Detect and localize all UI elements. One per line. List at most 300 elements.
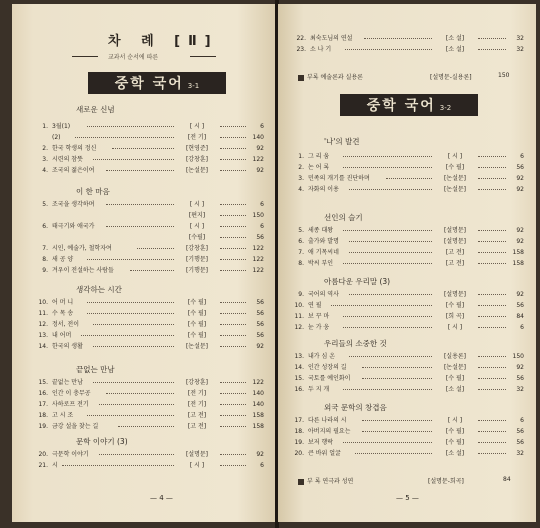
toc-row — [284, 427, 524, 436]
leader-dots — [349, 189, 432, 190]
toc-row-page: 122 — [252, 245, 264, 252]
toc-row-title: 끝없는 만남 — [52, 379, 83, 386]
toc-row-genre: [ 시 ] — [189, 123, 205, 130]
toc-row — [28, 378, 264, 387]
toc-row-title: 수 목 송 — [52, 310, 74, 317]
toc-row-page: 56 — [516, 375, 524, 382]
toc-section-heading: 이 한 마음 — [76, 187, 110, 196]
leader-dots — [220, 335, 246, 336]
leader-dots — [478, 263, 506, 264]
toc-row-genre: [소 설] — [445, 46, 465, 53]
appendix-entry — [298, 72, 363, 81]
toc-row-page: 158 — [252, 423, 264, 430]
toc-row — [284, 416, 524, 425]
toc-row — [284, 237, 524, 246]
toc-row-genre: [논설문] — [443, 186, 467, 193]
toc-row-genre: [전 기] — [187, 390, 207, 397]
toc-row-page: 32 — [516, 386, 524, 393]
banner-title: 중학 국어 — [114, 76, 184, 92]
toc-row-genre: [ 시 ] — [447, 417, 463, 424]
page-number: — 4 — — [150, 494, 173, 502]
leader-dots — [220, 126, 246, 127]
toc-row — [28, 200, 264, 209]
leader-dots — [362, 420, 432, 421]
toc-row-title: 인간 이 충무공 — [52, 390, 91, 397]
toc-row-genre: [수 필] — [187, 321, 207, 328]
toc-row-number: 19. — [38, 423, 48, 430]
toc-section-heading: 끝없는 만남 — [76, 365, 115, 374]
leader-dots — [220, 404, 246, 405]
toc-row-title: 민족의 개기를 진단하며 — [308, 175, 370, 182]
leader-dots — [478, 38, 506, 39]
toc-row-page: 6 — [260, 462, 264, 469]
leader-dots — [478, 327, 506, 328]
toc-row-genre: [ 시 ] — [189, 223, 205, 230]
leader-dots — [87, 302, 174, 303]
leader-dots — [478, 356, 506, 357]
toc-row — [284, 363, 524, 372]
leader-dots — [220, 170, 246, 171]
appendix-entry — [298, 476, 353, 485]
toc-row-number: 15. — [38, 379, 48, 386]
toc-row-page: 6 — [520, 153, 524, 160]
toc-row-number: 12. — [38, 321, 48, 328]
toc-row — [28, 450, 264, 459]
toc-row-title: 내 어머 — [52, 332, 72, 339]
toc-row — [284, 323, 524, 332]
banner-grade: 3-2 — [439, 104, 452, 112]
toc-row — [28, 155, 264, 164]
leader-dots — [386, 178, 432, 179]
toc-row-number: 10. — [294, 302, 304, 309]
toc-row — [286, 45, 524, 54]
leader-dots — [478, 389, 506, 390]
divider — [190, 56, 216, 57]
toc-row-page: 92 — [256, 343, 264, 350]
leader-dots — [478, 189, 506, 190]
toc-row — [28, 400, 264, 409]
toc-row-number: 21. — [38, 462, 48, 469]
divider — [72, 56, 98, 57]
toc-section-heading: 생각하는 시간 — [76, 285, 122, 294]
appendix-page: 84 — [503, 476, 511, 483]
leader-dots — [478, 431, 506, 432]
toc-section-heading: 문학 이야기 (3) — [76, 437, 128, 446]
toc-row — [284, 226, 524, 235]
toc-section-heading: 새로운 신념 — [76, 105, 115, 114]
toc-row — [284, 374, 524, 383]
toc-row — [28, 266, 264, 275]
leader-dots — [343, 230, 432, 231]
toc-row-page: 92 — [256, 167, 264, 174]
toc-row-genre: [소 설] — [445, 386, 465, 393]
toc-section-heading: 우리들의 소중한 것 — [324, 339, 387, 348]
leader-dots — [478, 442, 506, 443]
appendix-title: 부 록 연극과 성연 — [307, 478, 354, 485]
toc-row-number: 14. — [294, 364, 304, 371]
toc-section-heading: 외국 문학의 창겹음 — [324, 403, 387, 412]
toc-row-genre: [실용론] — [443, 353, 467, 360]
toc-row-page: 122 — [252, 256, 264, 263]
leader-dots — [106, 170, 174, 171]
toc-row-page: 158 — [512, 260, 524, 267]
leader-dots — [478, 294, 506, 295]
leader-dots — [220, 324, 246, 325]
toc-row-page: 6 — [520, 324, 524, 331]
toc-row — [28, 411, 264, 420]
leader-dots — [331, 305, 432, 306]
course-banner — [88, 72, 226, 94]
toc-row — [284, 312, 524, 321]
toc-row-page: 122 — [252, 267, 264, 274]
toc-row-genre: [수 필] — [445, 375, 465, 382]
toc-row-genre: [기행문] — [185, 256, 209, 263]
toc-row-page: 122 — [252, 156, 264, 163]
leader-dots — [93, 346, 174, 347]
toc-row-title: 내가 심 온 — [308, 353, 335, 360]
toc-row-number: 1. — [42, 123, 48, 130]
toc-row-number: 13. — [294, 353, 304, 360]
toc-row-number: 3. — [298, 175, 304, 182]
leader-dots — [343, 442, 432, 443]
toc-row — [284, 290, 524, 299]
toc-row-number: 7. — [298, 249, 304, 256]
toc-row-number: 18. — [294, 428, 304, 435]
toc-row-number: 5. — [298, 227, 304, 234]
toc-row-number: 17. — [38, 401, 48, 408]
toc-row-title: 조국을 생각하며 — [52, 201, 95, 208]
toc-row-title: 그 리 움 — [308, 153, 330, 160]
toc-row-page: 92 — [516, 238, 524, 245]
toc-row-page: 92 — [516, 291, 524, 298]
leader-dots — [220, 226, 246, 227]
toc-row-title: 고 시 조 — [52, 412, 74, 419]
toc-row — [284, 449, 524, 458]
leader-dots — [93, 382, 174, 383]
toc-row-title: 세종 대왕 — [308, 227, 334, 234]
toc-row — [28, 331, 264, 340]
banner-title: 중학 국어 — [366, 98, 436, 114]
right-page — [278, 4, 536, 522]
leader-dots — [93, 159, 174, 160]
toc-row-page: 92 — [516, 175, 524, 182]
toc-row-page: 122 — [252, 379, 264, 386]
toc-row-page: 84 — [516, 313, 524, 320]
leader-dots — [220, 393, 246, 394]
leader-dots — [62, 465, 174, 466]
toc-row-genre: [고 전] — [187, 423, 207, 430]
toc-row-title: 사하로프 전기 — [52, 401, 89, 408]
toc-row-page: 140 — [252, 401, 264, 408]
toc-row-number: 14. — [38, 343, 48, 350]
leader-dots — [362, 378, 432, 379]
toc-row-genre: [수 필] — [445, 164, 465, 171]
toc-row-title: 애 기목씨네 — [308, 249, 339, 256]
toc-row-genre: [논설문] — [185, 343, 209, 350]
toc-row-page: 32 — [516, 450, 524, 457]
toc-row — [28, 342, 264, 351]
toc-row-page: 6 — [260, 201, 264, 208]
toc-row-number: 8. — [298, 260, 304, 267]
toc-row-title: 국어의 역사 — [308, 291, 339, 298]
toc-row-title: (2) — [52, 134, 61, 141]
toc-row-page: 140 — [252, 134, 264, 141]
leader-dots — [220, 454, 246, 455]
toc-row-genre: [논설문] — [443, 364, 467, 371]
banner-grade: 3-1 — [187, 82, 200, 90]
toc-row-number: 16. — [38, 390, 48, 397]
toc-row — [284, 301, 524, 310]
toc-row-genre: [ 시 ] — [189, 201, 205, 208]
toc-row — [28, 233, 264, 242]
leader-dots — [364, 38, 432, 39]
toc-row — [28, 422, 264, 431]
toc-row — [28, 298, 264, 307]
toc-row-number: 10. — [38, 299, 48, 306]
toc-row-number: 18. — [38, 412, 48, 419]
toc-row-genre: [ 시 ] — [447, 324, 463, 331]
toc-row-page: 92 — [516, 227, 524, 234]
toc-row-title: 극문학 이야기 — [52, 451, 89, 458]
toc-row-number: 8. — [42, 256, 48, 263]
toc-row-title: 3월(1) — [52, 123, 71, 130]
toc-row-number: 5. — [42, 201, 48, 208]
toc-row-page: 92 — [516, 186, 524, 193]
appendix-title: 부록 예술론과 실용론 — [307, 74, 363, 81]
toc-row — [28, 309, 264, 318]
toc-row — [28, 133, 264, 142]
leader-dots — [349, 356, 432, 357]
leader-dots — [343, 167, 432, 168]
toc-row — [28, 461, 264, 470]
toc-row — [286, 34, 524, 43]
toc-row-page: 6 — [520, 417, 524, 424]
toc-row-number: 2. — [298, 164, 304, 171]
toc-row-number: 11. — [294, 313, 304, 320]
toc-row-genre: [설명문] — [443, 227, 467, 234]
toc-row-genre: [기행문] — [185, 267, 209, 274]
leader-dots — [220, 426, 246, 427]
leader-dots — [106, 393, 174, 394]
toc-row — [28, 255, 264, 264]
toc-row-page: 150 — [252, 212, 264, 219]
course-banner — [340, 94, 478, 116]
toc-section-heading: 아름다운 우리말 (3) — [324, 277, 391, 286]
leader-dots — [343, 316, 432, 317]
toc-row-page: 6 — [260, 223, 264, 230]
bullet-square-icon — [298, 75, 304, 81]
toc-row-page: 56 — [516, 428, 524, 435]
leader-dots — [478, 230, 506, 231]
toc-row-genre: [전 기] — [187, 401, 207, 408]
toc-row-genre: [수 필] — [187, 332, 207, 339]
toc-row-genre: [논설문] — [185, 167, 209, 174]
toc-row-number: 17. — [294, 417, 304, 424]
toc-row — [28, 389, 264, 398]
toc-row-genre: [수 필] — [445, 428, 465, 435]
toc-row-number: 13. — [38, 332, 48, 339]
toc-row-title: 국토를 예인화이 — [308, 375, 351, 382]
leader-dots — [345, 49, 432, 50]
toc-row-genre: [고 전] — [445, 249, 465, 256]
leader-dots — [81, 335, 174, 336]
toc-row-genre: [소 설] — [445, 450, 465, 457]
leader-dots — [220, 159, 246, 160]
toc-row-page: 158 — [252, 412, 264, 419]
toc-row-number: 20. — [294, 450, 304, 457]
toc-row-genre: [수 필] — [445, 302, 465, 309]
toc-row-genre: [고 전] — [445, 260, 465, 267]
toc-row-number: 4. — [298, 186, 304, 193]
toc-row-number: 11. — [38, 310, 48, 317]
toc-row-number: 4. — [42, 167, 48, 174]
leader-dots — [220, 148, 246, 149]
toc-row-number: 23. — [296, 46, 306, 53]
toc-row-page: 56 — [256, 234, 264, 241]
toc-row-page: 140 — [252, 390, 264, 397]
toc-row-number: 15. — [294, 375, 304, 382]
leader-dots — [220, 137, 246, 138]
toc-row-genre: [강창훈] — [185, 245, 209, 252]
toc-row-title: 시 — [52, 462, 58, 469]
leader-dots — [87, 415, 174, 416]
toc-row — [28, 166, 264, 175]
leader-dots — [99, 404, 174, 405]
toc-row-number: 19. — [294, 439, 304, 446]
toc-row-page: 32 — [516, 46, 524, 53]
toc-row-title: 눈 가 웅 — [308, 324, 330, 331]
leader-dots — [478, 49, 506, 50]
toc-row-title: 박씨 부인 — [308, 260, 334, 267]
toc-row-genre: [편지] — [188, 212, 206, 219]
toc-row-page: 56 — [256, 332, 264, 339]
leader-dots — [343, 263, 432, 264]
leader-dots — [343, 389, 432, 390]
left-page — [12, 4, 277, 522]
toc-row-genre: [수 필] — [187, 310, 207, 317]
toc-row-genre: [논설문] — [443, 175, 467, 182]
leader-dots — [99, 454, 174, 455]
toc-section-heading: 선인의 슬기 — [324, 213, 363, 222]
leader-dots — [478, 178, 506, 179]
toc-row-page: 32 — [516, 35, 524, 42]
toc-row-number: 1. — [298, 153, 304, 160]
toc-row-title: 큰 바위 얼굴 — [308, 450, 341, 457]
toc-row — [284, 163, 524, 172]
toc-row-title: 시련의 참뜻 — [52, 156, 83, 163]
toc-row-number: 12. — [294, 324, 304, 331]
toc-row — [28, 320, 264, 329]
toc-row-title: 소 나 기 — [310, 46, 332, 53]
leader-dots — [106, 226, 174, 227]
leader-dots — [349, 252, 432, 253]
toc-row-number: 7. — [42, 245, 48, 252]
toc-row-page: 56 — [256, 310, 264, 317]
toc-row-page: 56 — [516, 302, 524, 309]
leader-dots — [87, 259, 174, 260]
leader-dots — [220, 313, 246, 314]
leader-dots — [478, 378, 506, 379]
leader-dots — [87, 126, 174, 127]
leader-dots — [478, 241, 506, 242]
toc-row-title: 새 공 양 — [52, 256, 74, 263]
toc-row — [284, 259, 524, 268]
toc-subheading: 교과서 순서에 따른 — [108, 54, 159, 61]
page-number: — 5 — — [396, 494, 419, 502]
toc-row-title: 출가와 발명 — [308, 238, 339, 245]
toc-row-page: 56 — [516, 164, 524, 171]
leader-dots — [478, 316, 506, 317]
toc-row-number: 22. — [296, 35, 306, 42]
toc-row-title: 한국의 생활 — [52, 343, 83, 350]
leader-dots — [478, 167, 506, 168]
toc-row-genre: [수필] — [188, 234, 206, 241]
leader-dots — [75, 137, 174, 138]
toc-row-page: 150 — [512, 353, 524, 360]
leader-dots — [362, 431, 432, 432]
leader-dots — [130, 270, 174, 271]
toc-row-genre: [ 시 ] — [447, 153, 463, 160]
leader-dots — [220, 248, 246, 249]
toc-row-title: 시인, 예술가, 철학자여 — [52, 245, 112, 252]
toc-row — [284, 248, 524, 257]
toc-row-page: 56 — [516, 439, 524, 446]
leader-dots — [220, 237, 246, 238]
toc-row-number: 20. — [38, 451, 48, 458]
leader-dots — [220, 204, 246, 205]
toc-row-genre: [ 시 ] — [189, 462, 205, 469]
toc-row-genre: [수 필] — [187, 299, 207, 306]
appendix-author: [설명문-희곡] — [428, 478, 464, 485]
toc-row-page: 92 — [256, 451, 264, 458]
appendix-page: 150 — [498, 72, 510, 79]
leader-dots — [478, 367, 506, 368]
toc-row-genre: [설명문] — [443, 238, 467, 245]
leader-dots — [93, 324, 174, 325]
toc-row-title: 어 머 니 — [52, 299, 74, 306]
toc-row-title: 금강 설을 찾는 길 — [52, 423, 99, 430]
toc-row-genre: [수 필] — [445, 439, 465, 446]
toc-row-page: 56 — [256, 321, 264, 328]
leader-dots — [118, 426, 174, 427]
leader-dots — [355, 453, 432, 454]
toc-row — [28, 211, 264, 220]
leader-dots — [349, 294, 432, 295]
bullet-square-icon — [298, 479, 304, 485]
toc-row-genre: [소 설] — [445, 35, 465, 42]
toc-row-title: 보 꾸 마 — [308, 313, 330, 320]
toc-row-genre: [강창훈] — [185, 379, 209, 386]
toc-row-title: 정서, 전이 — [52, 321, 79, 328]
leader-dots — [362, 367, 432, 368]
toc-row-page: 6 — [260, 123, 264, 130]
toc-row-title: 겨우이 전설하는 사람들 — [52, 267, 114, 274]
toc-row — [284, 185, 524, 194]
leader-dots — [220, 270, 246, 271]
toc-row-title: 자화의 이용 — [308, 186, 339, 193]
toc-row-genre: [설명문] — [185, 451, 209, 458]
leader-dots — [478, 156, 506, 157]
leader-dots — [220, 382, 246, 383]
toc-section-heading: '나'의 발견 — [324, 137, 360, 146]
toc-row-title: 조국의 젊은이여 — [52, 167, 95, 174]
leader-dots — [478, 305, 506, 306]
toc-row — [284, 438, 524, 447]
toc-row-title: 다른 나라의 시 — [308, 417, 347, 424]
leader-dots — [112, 148, 174, 149]
toc-row-genre: [고 전] — [187, 412, 207, 419]
leader-dots — [220, 215, 246, 216]
